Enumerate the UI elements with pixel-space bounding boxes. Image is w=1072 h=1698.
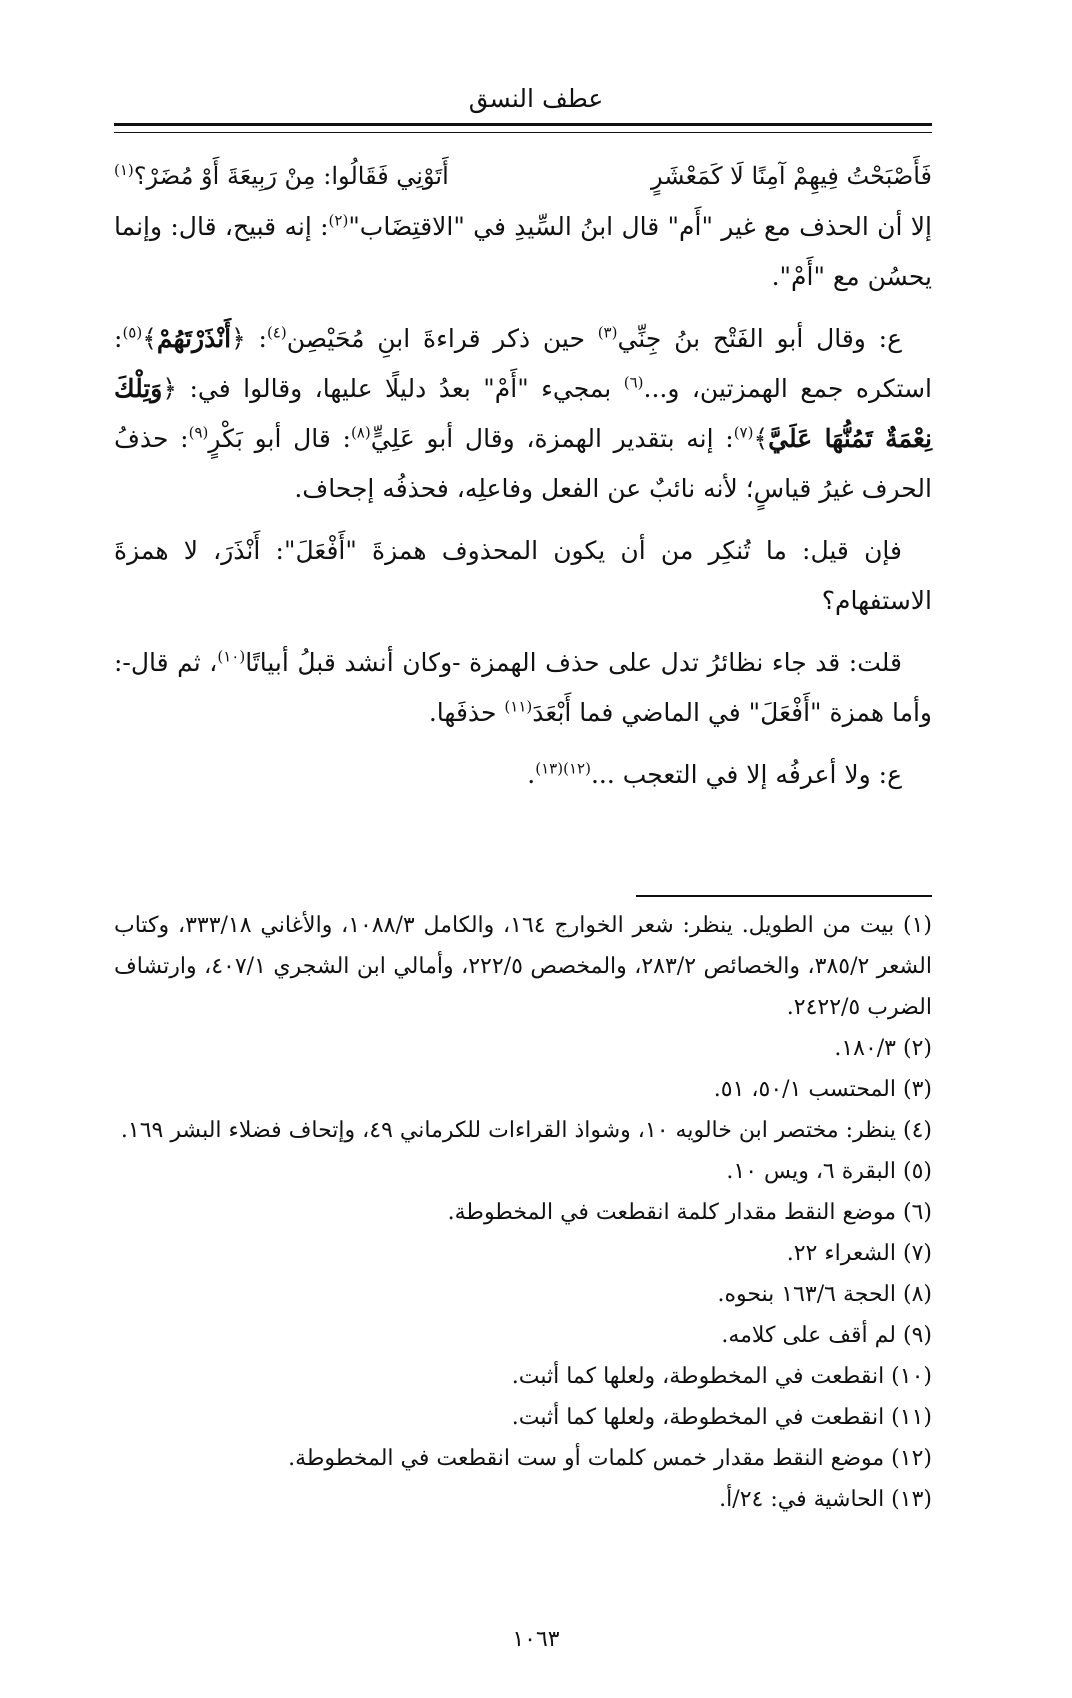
page-number: ١٠٦٣ [512, 1627, 560, 1652]
footnote: (٤) ينظر: مختصر ابن خالويه ١٠، وشواذ القراءات للكرماني ٤٩، وإتحاف فضلاء البشر ١٦٩. [120, 1118, 932, 1143]
text-run: ﴾ [753, 424, 769, 453]
verse-second-hemistich [114, 150, 449, 202]
text-run: : قال أبو بَكْرٍ [208, 424, 351, 453]
text-run: : حذفُ الحرف غيرُ قياسٍ؛ لأنه نائبٌ عن الفعل وفاعلِه، فحذفُه إجحاف. [114, 424, 932, 503]
header-rule-thick [114, 123, 932, 126]
text-run: ، ثم قال-: وأما همزة "أَفْعَلَ" في الماضي فما أَبْعَدَ [114, 648, 932, 727]
footnote: (١) بيت من الطويل. ينظر: شعر الخوارج ١٦٤، والكامل ١٠٨٨/٣، والأغاني ٣٣٣/١٨، وكتاب الشعر ٣٨٥/٢، والخصائص ٢٨٣/٢، والمخصص ٢٢٢/٥، وأمالي ابن الشجري ٤٠٧/١، وارتشاف الضرب ٢٤٢٢/٥. [114, 913, 932, 1020]
verse-first-hemistich-text: فَأَصْبَحْتُ فِيهِمْ آمِنًا لَا كَمَعْشَرٍ [650, 162, 932, 190]
footnote-ref: (٢) [328, 211, 349, 230]
text-run: حذفَها. [428, 698, 505, 727]
footnote: (٨) الحجة ١٦٣/٦ بنحوه. [717, 1282, 932, 1307]
text-run: : إنه قبيح، قال: وإنما يحسُن مع "أَمْ". [114, 212, 932, 291]
footnote: (٧) الشعراء ٢٢. [786, 1241, 932, 1266]
footnote-ref: (١٠) [217, 647, 246, 666]
footnotes [114, 905, 932, 1520]
verse-second-hemistich-text: أَتَوْنِي فَقَالُوا: مِنْ رَبِيعَةَ أَوْ مُضَرْ؟ [133, 162, 449, 190]
footnote-ref: (٦) [623, 373, 644, 392]
footnote: (٦) موضع النقط مقدار كلمة انقطعت في المخطوطة. [447, 1200, 932, 1225]
footnote: (١٣) الحاشية في: ٢٤/أ. [719, 1487, 932, 1512]
footnote: (١١) انقطعت في المخطوطة، ولعلها كما أثبت. [511, 1405, 932, 1430]
text-run: ع: وقال أبو الفَتْح بنُ جِنِّي [617, 324, 902, 353]
text-run: فإن قيل: ما تُنكِر من أن يكون المحذوف همزةَ "أَفْعَلَ": أَنْذَرَ، لا همزةَ الاستفهام؟ [114, 536, 932, 615]
text-run: ﴾ [142, 324, 157, 353]
footnote-separator [636, 895, 932, 897]
verse-first-hemistich [651, 150, 932, 202]
footnote-ref: (٨) [350, 423, 371, 442]
footnote-ref: (٥) [122, 323, 143, 342]
paragraph [114, 526, 932, 626]
text-run: : إنه بتقدير الهمزة، وقال أبو عَلِيٍّ [370, 424, 734, 453]
footnote: (١٢) موضع النقط مقدار خمس كلمات أو ست انقطعت في المخطوطة. [288, 1446, 932, 1471]
paragraph [114, 314, 932, 514]
footnote-ref: (٧) [733, 423, 754, 442]
footnote-ref: (٤) [266, 323, 287, 342]
text-run: بمجيء "أَمْ" بعدُ دليلًا عليها، وقالوا في: ﴿ [162, 374, 624, 403]
footnote: (١٠) انقطعت في المخطوطة، ولعلها كما أثبت. [511, 1364, 932, 1389]
footnote-ref: (٣) [597, 323, 618, 342]
poem-verse [114, 150, 932, 202]
text-run: : ﴿ [231, 324, 267, 353]
text-run: حين ذكر قراءةَ ابنِ مُحَيْصِن [286, 324, 598, 353]
text-run: : استكره جمع الهمزتين، و... [114, 324, 932, 403]
footnote-ref: (١١) [504, 697, 533, 716]
footnote-ref: (١) [114, 161, 134, 179]
quran-quote: أَنْذَرْتَهُمْ [156, 324, 232, 353]
paragraph [114, 202, 932, 302]
text-run: ع: ولا أعرفُه إلا في التعجب ... [590, 760, 902, 789]
running-header: عطف النسق [468, 84, 604, 113]
footnote-ref: (١٢)(١٣) [535, 759, 591, 778]
quran-quote: وَتِلْكَ نِعْمَةٌ تَمُنُّهَا عَلَيَّ [114, 374, 932, 453]
text-run: إلا أن الحذف مع غير "أَم" قال ابنُ السِّيدِ في "الاقتِضَاب" [348, 212, 932, 241]
header-rule-thin [114, 132, 932, 133]
main-text [114, 150, 932, 800]
paragraph [114, 750, 932, 800]
text-run: قلت: قد جاء نظائرُ تدل على حذف الهمزة -وكان أنشد قبلُ أبياتًا [245, 648, 902, 677]
paragraph [114, 638, 932, 738]
text-run: . [527, 760, 536, 789]
footnote: (٥) البقرة ٦، ويس ١٠. [726, 1159, 932, 1184]
footnote: (٩) لم أقف على كلامه. [721, 1323, 932, 1348]
footnote: (٢) ١٨٠/٣. [834, 1036, 932, 1061]
footnote-ref: (٩) [188, 423, 209, 442]
footnote: (٣) المحتسب ٥٠/١، ٥١. [713, 1077, 932, 1102]
